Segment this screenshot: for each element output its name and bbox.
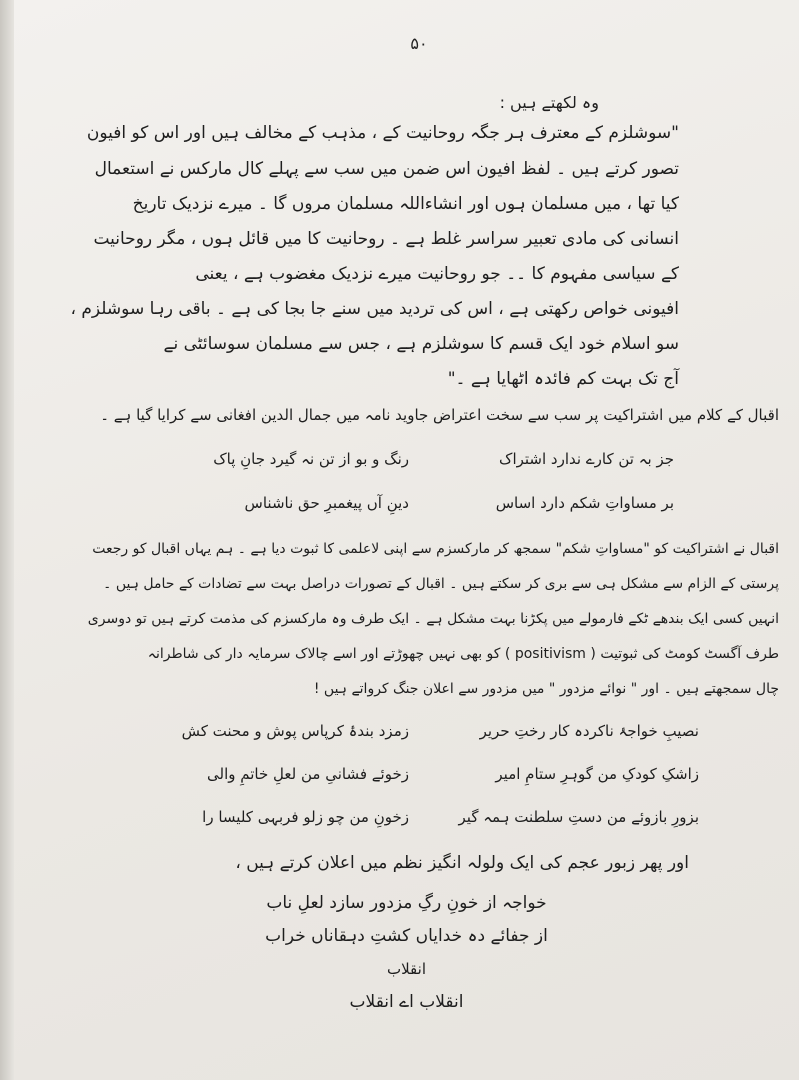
- quote-line: انسانی کی مادی تعبیر سراسر غلط ہے ۔ روحانیت کا میں قائل ہوں ، مگر روحانیت: [93, 229, 679, 249]
- quote-line: "سوشلزم کے معترف ہر جگہ روحانیت کے ، مذہب کے مخالف ہیں اور اس کو افیون: [86, 123, 679, 143]
- paragraph-2-line: چال سمجھتے ہیں ۔ اور " نوائے مزدور " میں مزدور سے اعلان جنگ کرواتے ہیں !: [313, 681, 779, 697]
- verse-right: زخونِ من چو زلو فربہی کلیسا را: [202, 808, 409, 826]
- verse-left: بر مساواتِ شکم دارد اساس: [495, 494, 674, 512]
- verse-left: زاشکِ کودکِ من گوہرِ ستامِ امیر: [495, 765, 699, 783]
- paragraph-2-line: انہیں کسی ایک بندھے ٹکے فارمولے میں پکڑنا بہت مشکل ہے ۔ ایک طرف وہ مارکسزم کی مذمت کرتے ہیں تو دوسری: [87, 611, 779, 627]
- verse-left: جز بہ تن کارے ندارد اشتراک: [499, 450, 674, 468]
- paragraph-2-line: اقبال نے اشتراکیت کو "مساواتِ شکم" سمجھ کر مارکسزم سے اپنی لاعلمی کا ثبوت دیا ہے ۔ ہم یہاں اقبال کو رجعت: [92, 541, 779, 557]
- verse-right: رنگ و بو از تن نہ گیرد جانِ پاک: [213, 450, 409, 468]
- scan-edge: [0, 0, 14, 1080]
- verse-right: دینِ آں پیغمبرِ حق ناشناس: [244, 494, 409, 512]
- closing-verse: انقلاب: [386, 960, 426, 978]
- paragraph-2-line: طرف آگسٹ کومٹ کی ثبوتیت ( positivism ) کو بھی نہیں چھوڑتے اور اسے چالاک سرمایہ دار کی شاطرانہ: [147, 646, 779, 662]
- quote-line: سو اسلام خود ایک قسم کا سوشلزم ہے ، جس سے مسلمان سوسائٹی نے: [163, 334, 679, 354]
- paper-sheet: [14, 0, 799, 1080]
- verse-right: زخوئے فشانیِ من لعلِ خاتمِ والی: [207, 765, 409, 783]
- closing-verse: از جفائے دہ خدایاں کشتِ دہقاناں خراب: [265, 926, 548, 946]
- page-number: ۵۰: [410, 34, 428, 53]
- intro-line: وہ لکھتے ہیں :: [499, 93, 599, 112]
- verse-left: نصیبِ خواجۂ ناکردہ کار رختِ حریر: [479, 722, 699, 740]
- paragraph-3: اور پھر زبور عجم کی ایک ولولہ انگیز نظم میں اعلان کرتے ہیں ،: [235, 853, 689, 873]
- verse-left: بزورِ بازوئے من دستِ سلطنت ہمہ گیر: [458, 808, 699, 826]
- paragraph-2-line: پرستی کے الزام سے مشکل ہی سے بری کر سکتے ہیں ۔ اقبال کے تصورات دراصل بہت سے تضادات کے حامل ہیں ۔: [103, 576, 779, 592]
- closing-verse: خواجہ از خونِ رگِ مزدور سازد لعلِ ناب: [266, 893, 547, 913]
- paragraph-1: اقبال کے کلام میں اشتراکیت پر سب سے سخت اعتراض جاوید نامہ میں جمال الدین افغانی سے کرایا گیا ہے ۔: [100, 406, 779, 424]
- quote-line: تصور کرتے ہیں ۔ لفظ افیون اس ضمن میں سب سے پہلے کال مارکس نے استعمال: [94, 159, 679, 179]
- quote-line: افیونی خواص رکھتی ہے ، اس کی تردید میں سنے جا بجا کی ہے ۔ باقی رہا سوشلزم ،: [70, 299, 679, 319]
- closing-verse: انقلاب اے انقلاب: [349, 992, 464, 1012]
- verse-right: زمزد بندۂ کرپاس پوش و محنت کش: [181, 722, 409, 740]
- quote-line: کیا تھا ، میں مسلمان ہوں اور انشاءاللہ مسلمان مروں گا ۔ میرے نزدیک تاریخ: [132, 194, 679, 214]
- quote-line: کے سیاسی مفہوم کا ۔۔ جو روحانیت میرے نزدیک مغضوب ہے ، یعنی: [195, 264, 679, 284]
- quote-line: آج تک بہت کم فائدہ اٹھایا ہے ۔": [447, 369, 679, 389]
